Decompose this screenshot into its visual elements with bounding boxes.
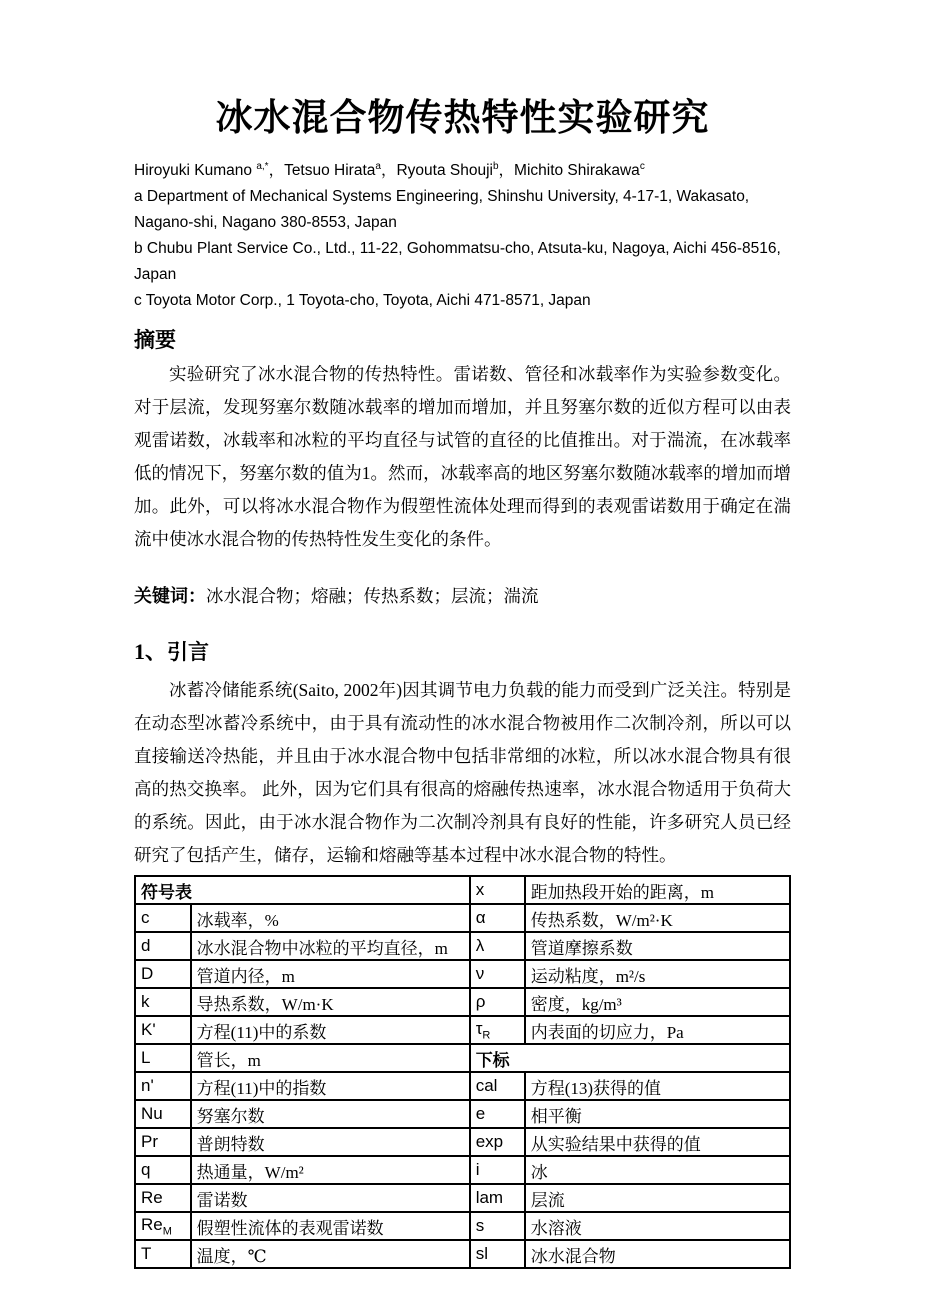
abstract-paragraph: 实验研究了冰水混合物的传热特性。雷诺数、管径和冰载率作为实验参数变化。对于层流，发现努塞尔数随冰载率的增加而增加，并且努塞尔数的近似方程可以由表观雷诺数，冰载率和冰粒的平均直径与试管的直径的比值推出。对于湍流，在冰载率低的情况下，努塞尔数的值为1。然而，冰载率高的地区努塞尔数随冰载率的增加而增加。此外，可以将冰水混合物作为假塑性流体处理而得到的表观雷诺数用于确定在湍流中使冰水混合物的传热特性发生变化的条件。 — [134, 364, 791, 550]
description-cell: 努塞尔数 — [191, 1100, 470, 1128]
keywords-text: 冰水混合物；熔融；传热系数；层流；湍流 — [206, 586, 539, 607]
section-1-number: 1、 — [134, 639, 168, 665]
keywords-line — [134, 580, 791, 613]
symbol-cell: n' — [135, 1072, 191, 1100]
table-row — [135, 1100, 790, 1128]
table-row — [135, 876, 790, 904]
table-row — [135, 1156, 790, 1184]
keywords-label: 关键词： — [134, 586, 206, 607]
description-cell: 温度，℃ — [191, 1240, 470, 1268]
description-cell: 假塑性流体的表观雷诺数 — [191, 1212, 470, 1240]
symbol-cell: Re — [135, 1184, 191, 1212]
nomenclature-table — [134, 875, 791, 1269]
symbol-cell: ν — [470, 960, 525, 988]
affiliation-c: c Toyota Motor Corp., 1 Toyota-cho, Toyota, Aichi 471-8571, Japan — [134, 292, 591, 310]
description-cell: 普朗特数 — [191, 1128, 470, 1156]
symbol-cell: k — [135, 988, 191, 1016]
symbol-cell: L — [135, 1044, 191, 1072]
symbol-cell: λ — [470, 932, 525, 960]
symbol-cell: q — [135, 1156, 191, 1184]
symbol-cell: Pr — [135, 1128, 191, 1156]
table-row — [135, 1128, 790, 1156]
description-cell: 水溶液 — [525, 1212, 790, 1240]
section-1-title: 引言 — [167, 641, 210, 665]
affiliation-list — [134, 184, 791, 314]
description-cell: 冰载率，% — [191, 904, 470, 932]
symbol-cell: cal — [470, 1072, 525, 1100]
table-row — [135, 1016, 790, 1044]
symbol-cell: x — [470, 876, 525, 904]
symbol-cell: ρ — [470, 988, 525, 1016]
symbol-cell: i — [470, 1156, 525, 1184]
affiliation-b: b Chubu Plant Service Co., Ltd., 11-22, Gohommatsu-cho, Atsuta-ku, Nagoya, Aichi 456-8516, Japan — [134, 240, 781, 284]
description-cell: 层流 — [525, 1184, 790, 1212]
authors-line: Hiroyuki Kumano $^{a,*}$，Tetsuo Hirata$^a$，Ryouta Shouji$^b$，Michito Shirakawa$^c$ — [134, 161, 645, 180]
symbol-cell: d — [135, 932, 191, 960]
description-cell: 冰 — [525, 1156, 790, 1184]
description-cell: 方程(13)获得的值 — [525, 1072, 790, 1100]
table-row — [135, 1212, 790, 1240]
symbol-cell: α — [470, 904, 525, 932]
description-cell: 导热系数，W/m·K — [191, 988, 470, 1016]
symbol-cell: e — [470, 1100, 525, 1128]
description-cell: 冰水混合物中冰粒的平均直径，m — [191, 932, 470, 960]
symbol-cell: lam — [470, 1184, 525, 1212]
table-row — [135, 1072, 790, 1100]
description-cell: 内表面的切应力，Pa — [525, 1016, 790, 1044]
symbol-cell: D — [135, 960, 191, 988]
symbol-cell: sl — [470, 1240, 525, 1268]
table-title-cell: 符号表 — [135, 876, 470, 904]
table-row — [135, 932, 790, 960]
symbol-cell: $\tau_R$ — [470, 1016, 525, 1044]
description-cell: 管长，m — [191, 1044, 470, 1072]
symbol-cell: $Re_M$ — [135, 1212, 191, 1240]
description-cell: 密度，kg/m³ — [525, 988, 790, 1016]
symbol-cell: c — [135, 904, 191, 932]
section-1-heading — [134, 637, 791, 668]
description-cell: 雷诺数 — [191, 1184, 470, 1212]
description-cell: 相平衡 — [525, 1100, 790, 1128]
symbol-cell: Nu — [135, 1100, 191, 1128]
description-cell: 热通量，W/m² — [191, 1156, 470, 1184]
description-cell: 运动粘度，m²/s — [525, 960, 790, 988]
symbol-cell: K' — [135, 1016, 191, 1044]
subscripts-header-cell: 下标 — [470, 1044, 790, 1072]
description-cell: 传热系数，W/m²·K — [525, 904, 790, 932]
introduction-paragraph: 冰蓄冷储能系统(Saito, 2002年)因其调节电力负载的能力而受到广泛关注。特别是在动态型冰蓄冷系统中，由于具有流动性的冰水混合物被用作二次制冷剂，所以可以直接输送冷热能，并且由于冰水混合物中包括非常细的冰粒，所以冰水混合物具有很高的热交换率。 此外，因为它们具有很高的熔融传热速率，冰水混合物适用于负荷大的系统。因此，由于冰水混合物作为二次制冷剂具有良好的性能，许多研究人员已经研究了包括产生，储存，运输和熔融等基本过程中冰水混合物的特性。 — [134, 680, 791, 866]
description-cell: 方程(11)中的指数 — [191, 1072, 470, 1100]
table-row — [135, 960, 790, 988]
symbol-cell: exp — [470, 1128, 525, 1156]
paper-title: 冰水混合物传热特性实验研究 — [215, 98, 710, 139]
symbol-cell: T — [135, 1240, 191, 1268]
description-cell: 距加热段开始的距离，m — [525, 876, 790, 904]
description-cell: 管道摩擦系数 — [525, 932, 790, 960]
abstract-heading: 摘要 — [134, 329, 176, 353]
description-cell: 方程(11)中的系数 — [191, 1016, 470, 1044]
table-row — [135, 1044, 790, 1072]
table-row — [135, 1184, 790, 1212]
table-row — [135, 1240, 790, 1268]
affiliation-a: a Department of Mechanical Systems Engineering, Shinshu University, 4-17-1, Wakasato, Nagano-shi, Nagano 380-8553, Japan — [134, 188, 750, 232]
table-row — [135, 988, 790, 1016]
description-cell: 冰水混合物 — [525, 1240, 790, 1268]
description-cell: 从实验结果中获得的值 — [525, 1128, 790, 1156]
symbol-cell: s — [470, 1212, 525, 1240]
table-row — [135, 904, 790, 932]
description-cell: 管道内径，m — [191, 960, 470, 988]
